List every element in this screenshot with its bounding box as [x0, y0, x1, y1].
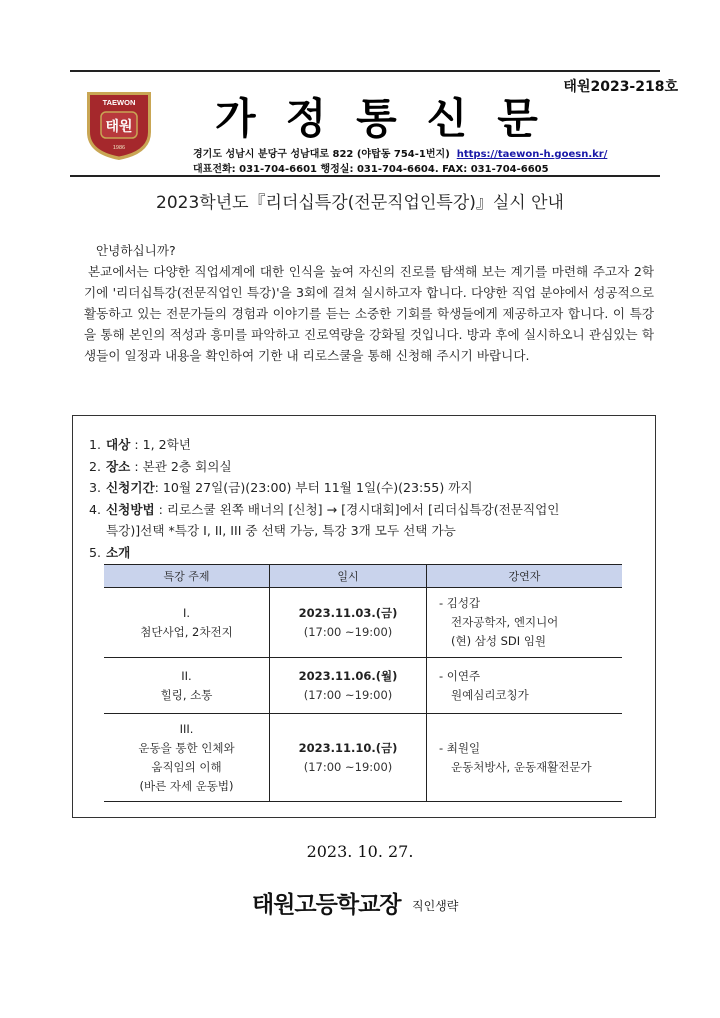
table-row	[104, 658, 622, 714]
svg-text:태원: 태원	[105, 119, 133, 135]
svg-text:TAEWON: TAEWON	[102, 98, 136, 107]
lecture-time: (17:00 ~19:00)	[303, 687, 393, 702]
document-title: 2023학년도『리더십특강(전문직업인특강)』실시 안내	[156, 193, 564, 213]
item-label: 소개	[106, 544, 131, 560]
topic-line: 첨단사업, 2차전지	[140, 624, 233, 639]
lecture-time: (17:00 ~19:00)	[303, 759, 393, 774]
list-item	[89, 477, 649, 499]
speaker-cell	[427, 588, 623, 658]
item-continuation: 특강)]선택 *특강 I, II, III 중 선택 가능, 특강 3개 모두 선택 가능	[106, 523, 456, 538]
column-header-date: 일시	[270, 565, 427, 588]
school-address	[193, 145, 607, 160]
item-value: : 리로스쿨 왼쪽 배너의 [신청] → [경시대회]에서 [리더십특강(전문직업인	[154, 501, 560, 517]
speaker-name: - 최원일	[439, 740, 481, 755]
item-number: 1.	[89, 437, 102, 452]
speaker-name: - 이연주	[439, 668, 481, 683]
lecture-numeral: II.	[181, 668, 192, 683]
item-value: : 1, 2학년	[130, 437, 191, 452]
topic-line: 운동을 통한 인체와	[138, 740, 235, 755]
school-emblem-logo	[84, 88, 154, 162]
info-list	[89, 434, 649, 563]
list-item	[89, 499, 649, 521]
item-number: 2.	[89, 458, 102, 474]
speaker-cell	[427, 658, 623, 714]
address-text: 경기도 성남시 분당구 성남대로 822 (야탑동 754-1번지)	[193, 149, 450, 160]
list-item	[89, 542, 649, 564]
lecture-numeral: III.	[179, 721, 194, 736]
speaker-name: - 김성갑	[439, 596, 481, 610]
speaker-cell	[427, 714, 623, 802]
column-header-speaker: 강연자	[427, 565, 623, 588]
table-row	[104, 588, 622, 658]
item-label: 장소	[106, 458, 131, 474]
contact-phones: 대표전화: 031-704-6601 행정실: 031-704-6604. FAX: 031-704-6605	[193, 164, 549, 175]
item-number: 5.	[89, 544, 102, 560]
greeting: 안녕하십니까?	[96, 243, 176, 258]
item-label: 대상	[106, 437, 131, 452]
topic-cell	[104, 658, 270, 714]
topic-line: 움직임의 이해	[151, 759, 222, 774]
item-number: 3.	[89, 480, 102, 495]
speaker-detail: 원예심리코칭가	[451, 687, 529, 702]
topic-cell	[104, 714, 270, 802]
school-website-link[interactable]: https://taewon-h.goesn.kr/	[456, 149, 608, 160]
body-paragraph: 본교에서는 다양한 직업세계에 대한 인식을 높여 자신의 진로를 탐색해 보는 계기를 마련해 주고자 2학기에 '리더십특강(전문직업인 특강)'을 3회에 걸쳐 실시하고자 합니다. 다양한 직업 분야에서 성공적으로 활동하고 있는 전문가들의 경험과 이야기를 듣는 소중한 기회를 학생들에게 제공하고자 합니다. 이 특강을 통해 본인의 적성과 흥미를 파악하고 진로역량을 강화될 것입니다. 방과 후에 실시하오니 관심있는 학생들이 일정과 내용을 확인하여 기한 내 리로스쿨을 통해 신청해 주시기 바랍니다.	[84, 264, 654, 363]
item-number: 4.	[89, 501, 102, 517]
speaker-detail: (현) 삼성 SDI 임원	[451, 634, 547, 648]
lecture-schedule-table	[104, 564, 622, 802]
lecture-numeral: I.	[182, 605, 191, 620]
date-cell	[270, 658, 427, 714]
topic-cell	[104, 588, 270, 658]
item-value: : 10월 27일(금)(23:00) 부터 11월 1일(수)(23:55) 까지	[154, 480, 473, 495]
list-item	[89, 456, 649, 478]
principal-signature: 태원고등학교장	[252, 892, 401, 918]
date-cell	[270, 588, 427, 658]
speaker-detail: 운동처방사, 운동재활전문가	[451, 759, 592, 774]
table-row	[104, 714, 622, 802]
column-header-topic: 특강 주제	[104, 565, 270, 588]
list-item	[89, 434, 649, 456]
issue-number: 태원2023-218호	[563, 79, 678, 95]
info-box	[72, 415, 656, 818]
topic-line: (바른 자세 운동법)	[139, 778, 234, 793]
topic-line: 힐링, 소통	[160, 687, 213, 702]
lecture-date: 2023.11.10.(금)	[298, 740, 398, 755]
table-header-row	[104, 565, 622, 588]
item-label: 신청기간	[106, 480, 155, 495]
header-bottom-rule	[70, 175, 660, 177]
date-cell	[270, 714, 427, 802]
svg-text:1986: 1986	[112, 145, 126, 151]
lecture-time: (17:00 ~19:00)	[303, 624, 393, 639]
header-top-rule	[70, 70, 660, 72]
issue-date: 2023. 10. 27.	[306, 842, 414, 861]
lecture-date: 2023.11.06.(월)	[298, 668, 398, 683]
lecture-date: 2023.11.03.(금)	[298, 605, 398, 620]
item-label: 신청방법	[106, 501, 155, 517]
newsletter-title: 가정통신문	[215, 94, 568, 143]
item-value: : 본관 2층 회의실	[130, 458, 232, 474]
seal-omitted-note: 직인생략	[412, 899, 459, 913]
speaker-detail: 전자공학자, 엔지니어	[451, 615, 559, 629]
letter-body	[84, 240, 654, 366]
